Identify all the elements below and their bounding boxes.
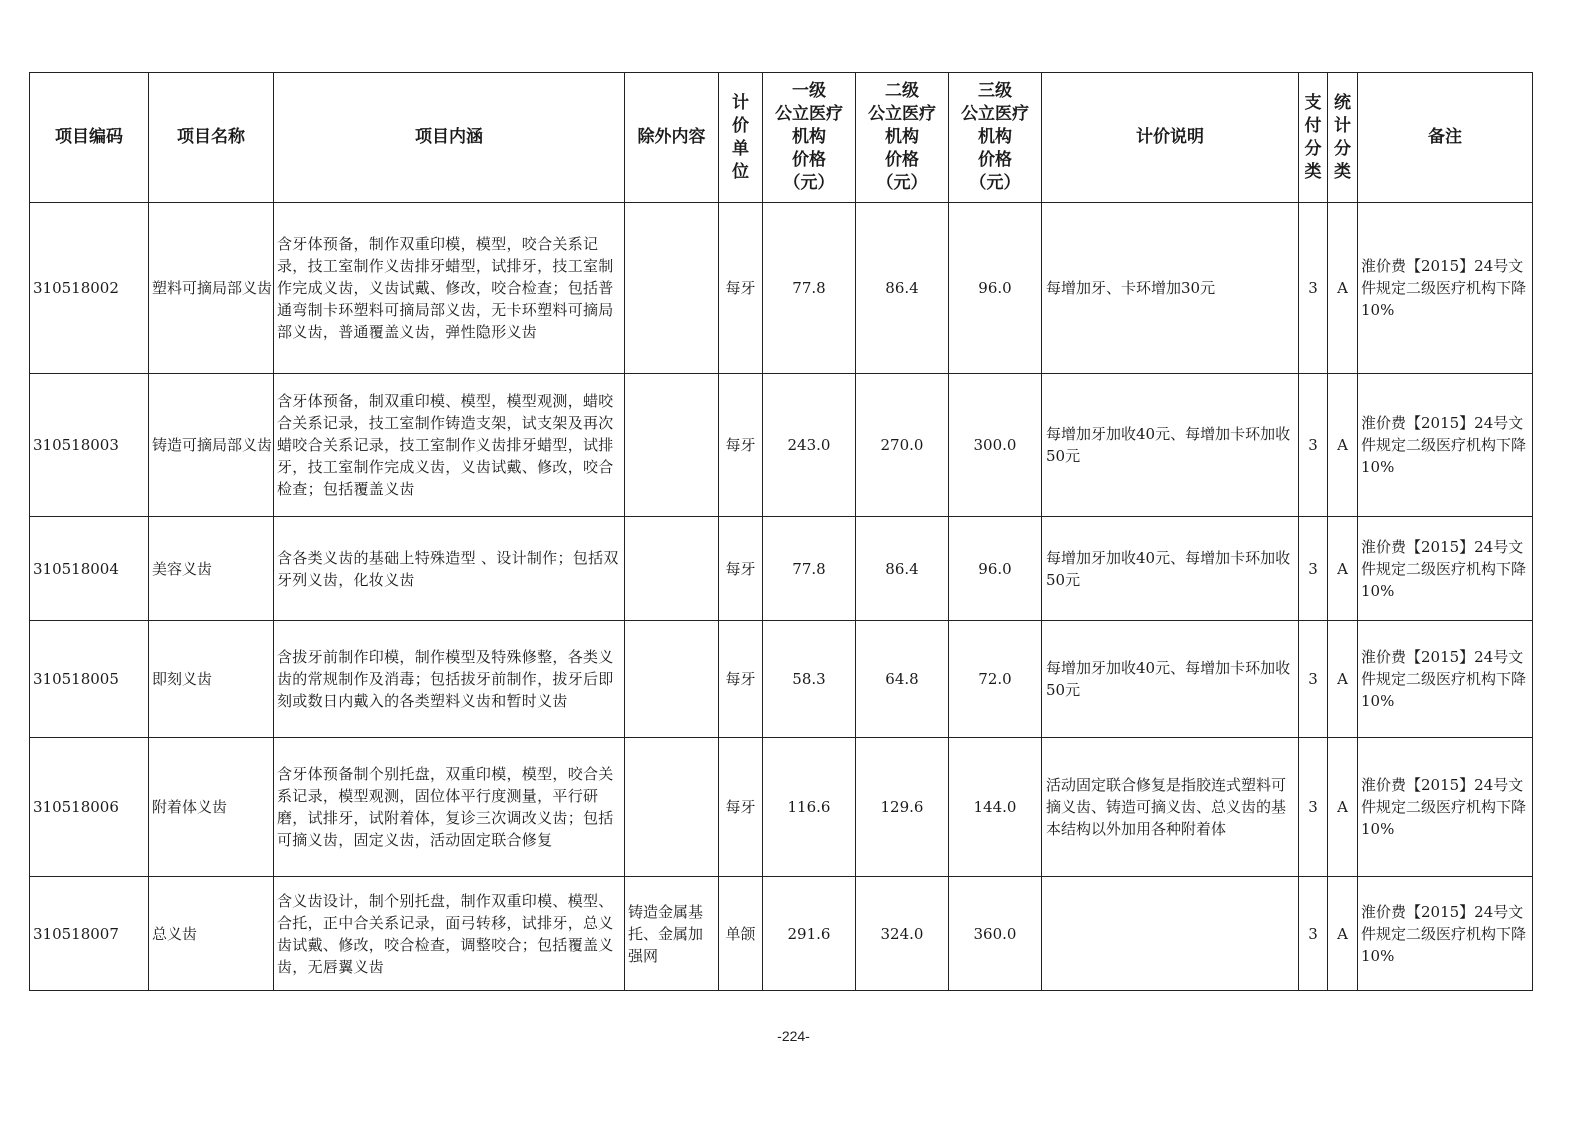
- price-level1: 291.6: [763, 877, 856, 991]
- item-name: 总义齿: [149, 877, 274, 991]
- price-level3: 72.0: [949, 621, 1042, 738]
- table-row: [30, 374, 1533, 517]
- remarks: 淮价费【2015】24号文件规定二级医疗机构下降10%: [1358, 738, 1533, 877]
- stat-class: A: [1328, 621, 1358, 738]
- item-name: 即刻义齿: [149, 621, 274, 738]
- item-content: 含牙体预备，制作双重印模，模型，咬合关系记录，技工室制作义齿排牙蜡型，试排牙，技工室制作完成义齿，义齿试戴、修改，咬合检查；包括普通弯制卡环塑料可摘局部义齿，无卡环塑料可摘局部义齿，普通覆盖义齿，弹性隐形义齿: [274, 203, 625, 374]
- price-level2: 86.4: [856, 517, 949, 621]
- item-name: 附着体义齿: [149, 738, 274, 877]
- price-level2: 324.0: [856, 877, 949, 991]
- item-code: 310518003: [30, 374, 149, 517]
- payment-class: 3: [1299, 621, 1328, 738]
- header-name: 项目名称: [149, 73, 274, 203]
- payment-class: 3: [1299, 517, 1328, 621]
- payment-class: 3: [1299, 877, 1328, 991]
- item-exclusions: [625, 517, 719, 621]
- price-level1: 58.3: [763, 621, 856, 738]
- header-price-level1: 一级 公立医疗 机构 价格 （元）: [763, 73, 856, 203]
- pricing-note: 每增加牙加收40元、每增加卡环加收50元: [1042, 374, 1299, 517]
- price-level1: 77.8: [763, 203, 856, 374]
- item-exclusions: [625, 621, 719, 738]
- price-level2: 270.0: [856, 374, 949, 517]
- price-level3: 300.0: [949, 374, 1042, 517]
- header-pricing-note: 计价说明: [1042, 73, 1299, 203]
- price-level2: 129.6: [856, 738, 949, 877]
- item-content: 含各类义齿的基础上特殊造型 、设计制作；包括双牙列义齿，化妆义齿: [274, 517, 625, 621]
- header-exclusions: 除外内容: [625, 73, 719, 203]
- payment-class: 3: [1299, 374, 1328, 517]
- item-unit: 每牙: [719, 621, 763, 738]
- table-row: [30, 621, 1533, 738]
- pricing-note: [1042, 877, 1299, 991]
- price-level3: 144.0: [949, 738, 1042, 877]
- item-content: 含牙体预备制个别托盘，双重印模，模型，咬合关系记录，模型观测，固位体平行度测量，平行研磨，试排牙，试附着体，复诊三次调改义齿；包括可摘义齿，固定义齿，活动固定联合修复: [274, 738, 625, 877]
- price-level2: 86.4: [856, 203, 949, 374]
- remarks: 淮价费【2015】24号文件规定二级医疗机构下降10%: [1358, 877, 1533, 991]
- item-exclusions: [625, 203, 719, 374]
- remarks: 淮价费【2015】24号文件规定二级医疗机构下降10%: [1358, 517, 1533, 621]
- item-code: 310518006: [30, 738, 149, 877]
- item-content: 含牙体预备，制双重印模、模型，模型观测，蜡咬合关系记录，技工室制作铸造支架，试支架及再次蜡咬合关系记录，技工室制作义齿排牙蜡型，试排牙，技工室制作完成义齿，义齿试戴、修改，咬合检查；包括覆盖义齿: [274, 374, 625, 517]
- table-row: [30, 738, 1533, 877]
- payment-class: 3: [1299, 738, 1328, 877]
- item-unit: 每牙: [719, 374, 763, 517]
- item-code: 310518007: [30, 877, 149, 991]
- remarks: 淮价费【2015】24号文件规定二级医疗机构下降10%: [1358, 203, 1533, 374]
- header-row: [30, 73, 1533, 203]
- price-level1: 77.8: [763, 517, 856, 621]
- header-stat-class: 统计分类: [1328, 73, 1358, 203]
- header-remarks: 备注: [1358, 73, 1533, 203]
- price-level3: 96.0: [949, 203, 1042, 374]
- fee-schedule-table: [29, 72, 1533, 991]
- header-payment-class: 支付分类: [1299, 73, 1328, 203]
- price-level3: 96.0: [949, 517, 1042, 621]
- price-level2: 64.8: [856, 621, 949, 738]
- table-row: [30, 877, 1533, 991]
- price-level1: 116.6: [763, 738, 856, 877]
- header-content: 项目内涵: [274, 73, 625, 203]
- item-code: 310518004: [30, 517, 149, 621]
- item-exclusions: [625, 374, 719, 517]
- price-level3: 360.0: [949, 877, 1042, 991]
- item-name: 铸造可摘局部义齿: [149, 374, 274, 517]
- item-unit: 每牙: [719, 738, 763, 877]
- item-exclusions: 铸造金属基托、金属加强网: [625, 877, 719, 991]
- header-price-level3: 三级 公立医疗 机构 价格 （元）: [949, 73, 1042, 203]
- item-code: 310518002: [30, 203, 149, 374]
- item-name: 美容义齿: [149, 517, 274, 621]
- remarks: 淮价费【2015】24号文件规定二级医疗机构下降10%: [1358, 374, 1533, 517]
- stat-class: A: [1328, 517, 1358, 621]
- item-unit: 每牙: [719, 203, 763, 374]
- stat-class: A: [1328, 738, 1358, 877]
- item-content: 含拔牙前制作印模，制作模型及特殊修整，各类义齿的常规制作及消毒；包括拔牙前制作，拔牙后即刻或数日内戴入的各类塑料义齿和暂时义齿: [274, 621, 625, 738]
- item-exclusions: [625, 738, 719, 877]
- price-level1: 243.0: [763, 374, 856, 517]
- table-row: [30, 517, 1533, 621]
- pricing-note: 每增加牙加收40元、每增加卡环加收50元: [1042, 621, 1299, 738]
- item-unit: 单颌: [719, 877, 763, 991]
- pricing-note: 每增加牙、卡环增加30元: [1042, 203, 1299, 374]
- table-row: [30, 203, 1533, 374]
- item-unit: 每牙: [719, 517, 763, 621]
- header-code: 项目编码: [30, 73, 149, 203]
- stat-class: A: [1328, 877, 1358, 991]
- item-name: 塑料可摘局部义齿: [149, 203, 274, 374]
- stat-class: A: [1328, 374, 1358, 517]
- pricing-note: 活动固定联合修复是指胶连式塑料可摘义齿、铸造可摘义齿、总义齿的基本结构以外加用各种附着体: [1042, 738, 1299, 877]
- remarks: 淮价费【2015】24号文件规定二级医疗机构下降10%: [1358, 621, 1533, 738]
- header-unit: 计价单位: [719, 73, 763, 203]
- item-code: 310518005: [30, 621, 149, 738]
- fee-schedule-sheet: [29, 72, 1533, 991]
- item-content: 含义齿设计，制个别托盘，制作双重印模、模型、合托，正中合关系记录，面弓转移，试排牙，总义齿试戴、修改，咬合检查，调整咬合；包括覆盖义齿，无唇翼义齿: [274, 877, 625, 991]
- header-price-level2: 二级 公立医疗 机构 价格 （元）: [856, 73, 949, 203]
- stat-class: A: [1328, 203, 1358, 374]
- payment-class: 3: [1299, 203, 1328, 374]
- page-number: -224-: [777, 1028, 810, 1044]
- pricing-note: 每增加牙加收40元、每增加卡环加收50元: [1042, 517, 1299, 621]
